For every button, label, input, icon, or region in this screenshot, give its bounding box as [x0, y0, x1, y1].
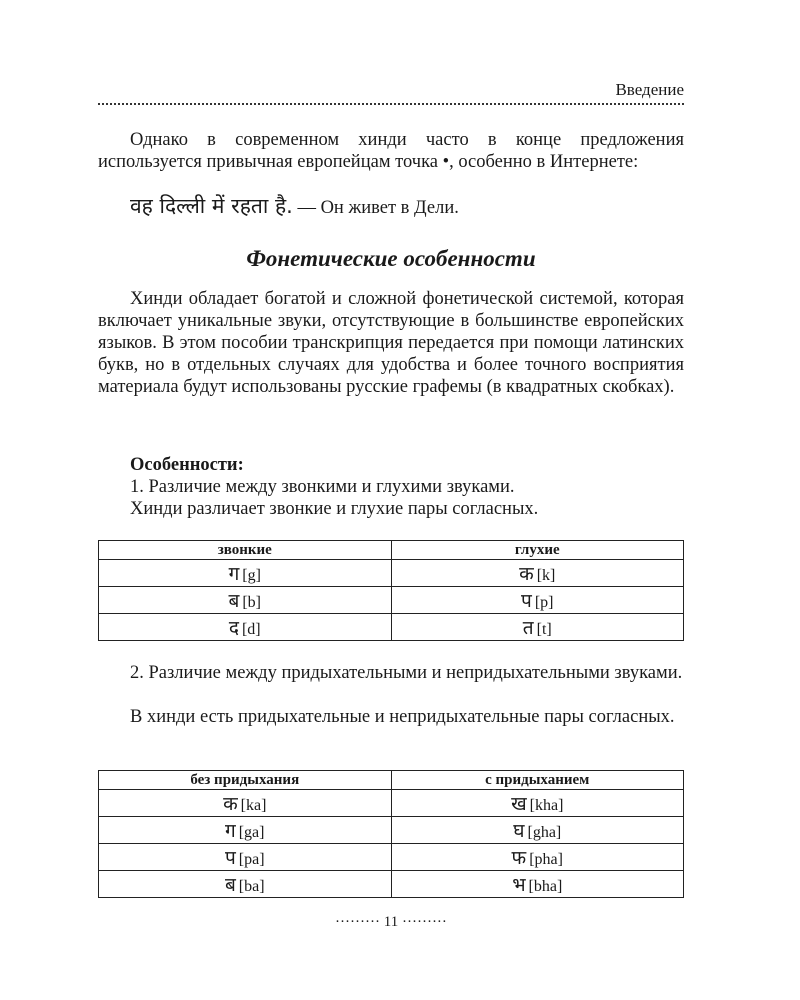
transliteration: [kha] [529, 797, 564, 814]
devanagari-letter: प [224, 847, 236, 869]
section-paragraph-text: Хинди обладает богатой и сложной фонетической системой, которая включает уникальные звуки, отсутствующие в большинстве европейских языков. В этом пособии транскрипция передается при помощи латинских букв, но в отдельных случаях для удобства и более точного восприятия материала будут использованы русские графемы (в квадратных скобках). [98, 289, 684, 397]
table-row [99, 587, 684, 614]
intro-paragraph-text: Однако в современном хинди часто в конце предложения используется привычная европейцам точка •, особенно в Интернете: [98, 130, 684, 172]
transliteration: [ga] [238, 824, 265, 841]
footer-dots-left: ········· [335, 914, 381, 930]
devanagari-letter: त [522, 617, 534, 639]
table-row [99, 817, 684, 844]
transliteration: [t] [536, 621, 552, 638]
transliteration: [gha] [527, 824, 562, 841]
devanagari-letter: घ [513, 820, 525, 842]
table-row [99, 844, 684, 871]
table-header-row [99, 541, 684, 560]
voicing-table [98, 540, 684, 641]
feature2-text-paragraph [98, 706, 684, 728]
devanagari-letter: ग [228, 563, 240, 585]
devanagari-letter: ख [511, 793, 527, 815]
page-footer [98, 914, 684, 931]
transliteration: [bha] [528, 878, 563, 895]
table-cell [391, 614, 684, 641]
hindi-example [130, 192, 459, 220]
transliteration: [p] [534, 594, 554, 611]
column-header: звонкие [99, 541, 392, 560]
table-cell [99, 614, 392, 641]
table-cell [391, 817, 684, 844]
table-cell [99, 587, 392, 614]
table-cell [99, 790, 392, 817]
transliteration: [ba] [238, 878, 265, 895]
table-row [99, 614, 684, 641]
feature2-paragraph-text: 2. Различие между придыхательными и непридыхательными звуками. [130, 663, 683, 683]
table-cell [99, 844, 392, 871]
transliteration: [g] [242, 567, 261, 584]
devanagari-letter: प [521, 590, 532, 612]
transliteration: [b] [242, 594, 261, 611]
table-header-row [99, 771, 684, 790]
running-head: Введение [615, 80, 684, 99]
transliteration: [d] [241, 621, 261, 638]
table-cell [391, 844, 684, 871]
section-paragraph [98, 288, 684, 398]
devanagari-letter: द [228, 617, 239, 639]
table-row [99, 560, 684, 587]
transliteration: [pha] [529, 851, 563, 868]
transliteration: [pa] [238, 851, 265, 868]
hindi-example-translation: — Он живет в Дели. [297, 198, 459, 218]
table-cell [391, 560, 684, 587]
table-cell [391, 871, 684, 898]
table-cell [391, 587, 684, 614]
hindi-example-sentence: वह दिल्ली में रहता है. [130, 194, 293, 218]
book-page [98, 0, 684, 1000]
table-cell [391, 790, 684, 817]
devanagari-letter: क [519, 563, 534, 585]
transliteration: [ka] [240, 797, 267, 814]
feature1-title: 1. Различие между звонкими и глухими звуками. [130, 477, 515, 497]
devanagari-letter: फ [511, 847, 527, 869]
feature1-text: Хинди различает звонкие и глухие пары согласных. [130, 499, 539, 519]
column-header: с придыханием [391, 771, 684, 790]
table-row [99, 871, 684, 898]
header-dotted-rule [98, 103, 684, 105]
footer-dots-right: ········· [401, 914, 447, 930]
table-cell [99, 817, 392, 844]
feature2-paragraph [98, 662, 684, 684]
table-cell [99, 560, 392, 587]
features-title: Особенности: [130, 455, 244, 475]
devanagari-letter: ग [225, 820, 236, 842]
table-cell [99, 871, 392, 898]
feature2-text: В хинди есть придыхательные и непридыхательные пары согласных. [130, 707, 675, 727]
devanagari-letter: भ [512, 874, 526, 896]
table-row [99, 790, 684, 817]
column-header: глухие [391, 541, 684, 560]
transliteration: [k] [536, 567, 556, 584]
section-title: Фонетические особенности [246, 246, 536, 271]
aspiration-table [98, 770, 684, 898]
devanagari-letter: ब [228, 590, 240, 612]
column-header: без придыхания [99, 771, 392, 790]
page-number: 11 [383, 914, 399, 930]
devanagari-letter: ब [224, 874, 236, 896]
intro-paragraph [98, 129, 684, 173]
devanagari-letter: क [223, 793, 238, 815]
